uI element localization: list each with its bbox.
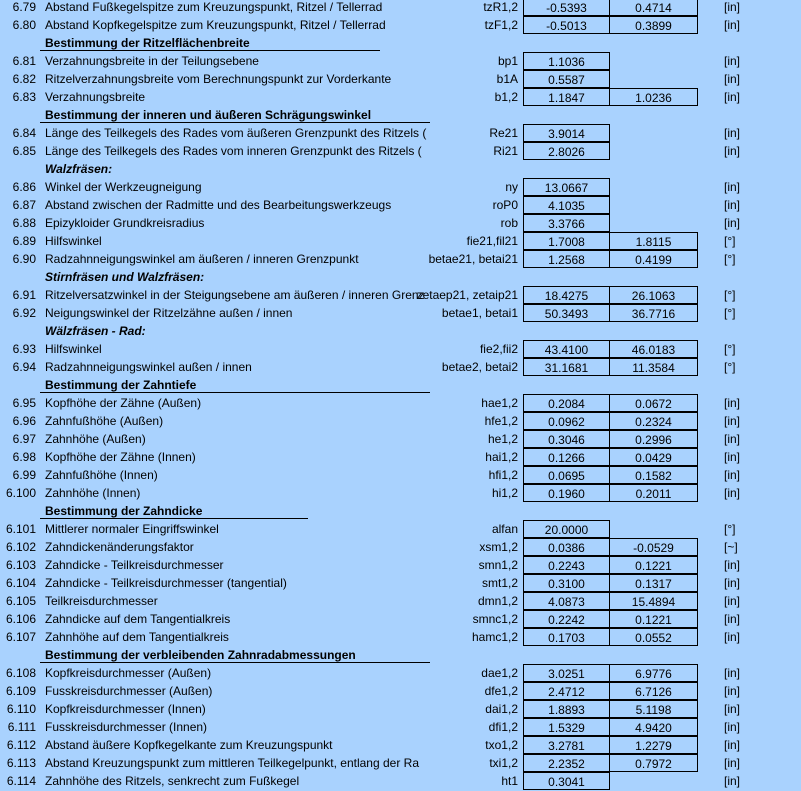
value-cell-2[interactable]: 0.0429 <box>609 448 698 466</box>
row-unit: [°] <box>724 234 736 248</box>
table-row <box>0 412 801 430</box>
row-description: Abstand äußere Kopfkegelkante zum Kreuzungspunkt <box>45 738 333 752</box>
row-number: 6.81 <box>12 54 36 68</box>
value-cell-1[interactable]: 3.0251 <box>523 664 610 682</box>
row-number: 6.114 <box>6 774 36 788</box>
row-unit: [in] <box>724 180 741 194</box>
row-unit: [°] <box>724 360 736 374</box>
row-symbol: smt1,2 <box>481 576 518 590</box>
section-title: Bestimmung der Ritzelflächenbreite <box>45 36 250 50</box>
value-cell-1[interactable]: 3.2781 <box>523 736 610 754</box>
value-cell-2[interactable]: 0.2011 <box>609 484 698 502</box>
row-unit: [in] <box>724 0 741 14</box>
row-unit: [in] <box>724 90 741 104</box>
row-description: Zahnhöhe (Außen) <box>45 432 146 446</box>
row-unit: [in] <box>724 72 741 86</box>
row-number: 6.107 <box>5 630 36 644</box>
row-number: 6.86 <box>12 180 36 194</box>
value-cell-2[interactable]: 1.8115 <box>609 232 698 250</box>
value-cell-2[interactable]: 0.1221 <box>609 610 698 628</box>
section-header <box>0 322 801 340</box>
row-description: Ritzelverzahnungsbreite vom Berechnungspunkt zur Vorderkante <box>45 72 392 86</box>
value-cell-1[interactable]: 0.5587 <box>523 70 610 88</box>
table-row <box>0 610 801 628</box>
table-row <box>0 358 801 376</box>
row-unit: [°] <box>724 288 736 302</box>
row-number: 6.90 <box>12 252 36 266</box>
section-title: Wälzfräsen - Rad: <box>45 324 146 338</box>
value-cell-1[interactable]: 0.2084 <box>523 394 610 412</box>
row-description: Abstand zwischen der Radmitte und des Bearbeitungswerkzeugs <box>45 198 392 212</box>
section-underline <box>40 50 380 51</box>
table-row <box>0 682 801 700</box>
row-description: Verzahnungsbreite <box>45 90 146 104</box>
value-cell-1[interactable]: 2.4712 <box>523 682 610 700</box>
row-description: Ritzelversatzwinkel in der Steigungsebene am äußeren / inneren Grenz <box>45 288 425 302</box>
table-row <box>0 556 801 574</box>
section-header <box>0 106 801 124</box>
value-cell-1[interactable]: 0.0962 <box>523 412 610 430</box>
table-row <box>0 484 801 502</box>
row-symbol: b1,2 <box>494 90 518 104</box>
value-cell-2[interactable]: 15.4894 <box>609 592 698 610</box>
row-unit: [in] <box>724 54 741 68</box>
row-description: Kopfhöhe der Zähne (Außen) <box>45 396 202 410</box>
table-row <box>0 286 801 304</box>
value-cell-2[interactable]: 36.7716 <box>609 304 698 322</box>
row-description: Epizykloider Grundkreisradius <box>45 216 205 230</box>
table-row <box>0 772 801 790</box>
row-unit: [in] <box>724 756 741 770</box>
row-description: Länge des Teilkegels des Rades vom inneren Grenzpunkt des Ritzels ( <box>45 144 422 158</box>
value-cell-2[interactable]: 0.2324 <box>609 412 698 430</box>
value-cell-1[interactable]: 2.2352 <box>523 754 610 772</box>
row-symbol: betae21, betai21 <box>428 252 518 266</box>
row-symbol: betae1, betai1 <box>441 306 518 320</box>
row-symbol: dmn1,2 <box>477 594 518 608</box>
value-cell-1[interactable]: 20.0000 <box>523 520 610 538</box>
section-title: Stirnfräsen und Walzfräsen: <box>45 270 205 284</box>
row-number: 6.112 <box>6 738 36 752</box>
row-unit: [°] <box>724 342 736 356</box>
table-row <box>0 232 801 250</box>
value-cell-2[interactable]: 0.4199 <box>609 250 698 268</box>
row-number: 6.84 <box>12 126 36 140</box>
row-symbol: txo1,2 <box>485 738 518 752</box>
table-row <box>0 466 801 484</box>
row-number: 6.99 <box>12 468 36 482</box>
value-cell-1[interactable]: 13.0667 <box>523 178 610 196</box>
row-number: 6.87 <box>12 198 36 212</box>
table-row <box>0 196 801 214</box>
value-cell-2[interactable]: 0.1317 <box>609 574 698 592</box>
row-symbol: bp1 <box>497 54 518 68</box>
row-number: 6.82 <box>12 72 36 86</box>
row-description: Zahnhöhe auf dem Tangentialkreis <box>45 630 229 644</box>
row-symbol: hai1,2 <box>485 450 518 464</box>
row-number: 6.102 <box>5 540 36 554</box>
row-number: 6.96 <box>12 414 36 428</box>
table-row <box>0 124 801 142</box>
row-description: Teilkreisdurchmesser <box>45 594 158 608</box>
row-number: 6.79 <box>12 0 36 14</box>
row-description: Verzahnungsbreite in der Teilungsebene <box>45 54 259 68</box>
table-row <box>0 70 801 88</box>
row-symbol: dai1,2 <box>485 702 518 716</box>
row-unit: [in] <box>724 774 741 788</box>
row-symbol: smnc1,2 <box>472 612 518 626</box>
row-description: Zahnfußhöhe (Außen) <box>45 414 164 428</box>
table-row <box>0 304 801 322</box>
value-cell-1[interactable]: 1.1847 <box>523 88 610 106</box>
value-cell-1[interactable]: -0.5013 <box>523 16 610 34</box>
row-symbol: hamc1,2 <box>471 630 518 644</box>
row-unit: [in] <box>724 666 741 680</box>
value-cell-2[interactable]: 1.0236 <box>609 88 698 106</box>
row-unit: [in] <box>724 414 741 428</box>
value-cell-2[interactable]: 0.4714 <box>609 0 698 16</box>
row-symbol: he1,2 <box>487 432 518 446</box>
row-symbol: dfe1,2 <box>484 684 518 698</box>
row-unit: [in] <box>724 144 741 158</box>
table-row <box>0 88 801 106</box>
value-cell-1[interactable]: 2.8026 <box>523 142 610 160</box>
value-cell-1[interactable]: 4.1035 <box>523 196 610 214</box>
row-description: Kopfkreisdurchmesser (Außen) <box>45 666 212 680</box>
value-cell-2[interactable]: 46.0183 <box>609 340 698 358</box>
value-cell-1[interactable]: 1.7008 <box>523 232 610 250</box>
value-cell-2[interactable]: 5.1198 <box>609 700 698 718</box>
value-cell-2[interactable]: 6.9776 <box>609 664 698 682</box>
value-cell-1[interactable]: 50.3493 <box>523 304 610 322</box>
value-cell-1[interactable]: 0.0695 <box>523 466 610 484</box>
row-unit: [in] <box>724 576 741 590</box>
row-symbol: hfe1,2 <box>484 414 518 428</box>
row-unit: [in] <box>724 450 741 464</box>
row-description: Mittlerer normaler Eingriffswinkel <box>45 522 219 536</box>
row-number: 6.88 <box>12 216 36 230</box>
row-symbol: zetaep21, zetaip21 <box>416 288 518 302</box>
row-symbol: hfi1,2 <box>488 468 518 482</box>
row-symbol: tzR1,2 <box>483 0 518 14</box>
row-symbol: Ri21 <box>493 144 518 158</box>
value-cell-1[interactable]: 0.0386 <box>523 538 610 556</box>
row-number: 6.103 <box>5 558 36 572</box>
row-number: 6.98 <box>12 450 36 464</box>
value-cell-1[interactable]: 1.1036 <box>523 52 610 70</box>
row-number: 6.100 <box>5 486 36 500</box>
value-cell-2[interactable]: 26.1063 <box>609 286 698 304</box>
row-symbol: fie21,fil21 <box>466 234 518 248</box>
row-unit: [in] <box>724 396 741 410</box>
value-cell-1[interactable]: -0.5393 <box>523 0 610 16</box>
row-unit: [°] <box>724 306 736 320</box>
row-symbol: b1A <box>496 72 518 86</box>
row-description: Abstand Kreuzungspunkt zum mittleren Teilkegelpunkt, entlang der Ra <box>45 756 419 770</box>
row-unit: [°] <box>724 252 736 266</box>
row-description: Radzahnneigungswinkel am äußeren / inneren Grenzpunkt <box>45 252 359 266</box>
row-unit: [in] <box>724 594 741 608</box>
row-symbol: rob <box>500 216 518 230</box>
row-number: 6.104 <box>5 576 36 590</box>
row-number: 6.105 <box>5 594 36 608</box>
value-cell-2[interactable]: -0.0529 <box>609 538 698 556</box>
table-row <box>0 0 801 16</box>
row-unit: [~] <box>724 540 738 554</box>
row-description: Fusskreisdurchmesser (Innen) <box>45 720 208 734</box>
value-cell-2[interactable]: 11.3584 <box>609 358 698 376</box>
table-row <box>0 178 801 196</box>
value-cell-2[interactable]: 6.7126 <box>609 682 698 700</box>
table-row <box>0 430 801 448</box>
table-row <box>0 574 801 592</box>
table-row <box>0 664 801 682</box>
table-row <box>0 538 801 556</box>
row-description: Zahndicke auf dem Tangentialkreis <box>45 612 231 626</box>
value-cell-1[interactable]: 0.1266 <box>523 448 610 466</box>
section-header <box>0 646 801 664</box>
value-cell-2[interactable]: 0.7972 <box>609 754 698 772</box>
table-row <box>0 754 801 772</box>
row-number: 6.95 <box>12 396 36 410</box>
value-cell-1[interactable]: 1.2568 <box>523 250 610 268</box>
value-cell-1[interactable]: 0.3100 <box>523 574 610 592</box>
section-underline <box>40 122 430 123</box>
value-cell-2[interactable]: 0.0672 <box>609 394 698 412</box>
value-cell-1[interactable]: 0.1703 <box>523 628 610 646</box>
value-cell-1[interactable]: 18.4275 <box>523 286 610 304</box>
row-symbol: fie2,fii2 <box>479 342 518 356</box>
row-number: 6.110 <box>6 702 36 716</box>
value-cell-1[interactable]: 4.0873 <box>523 592 610 610</box>
row-number: 6.111 <box>7 720 36 734</box>
row-unit: [in] <box>724 684 741 698</box>
row-description: Länge des Teilkegels des Rades vom äußeren Grenzpunkt des Ritzels ( <box>45 126 427 140</box>
value-cell-2[interactable]: 0.0552 <box>609 628 698 646</box>
value-cell-1[interactable]: 0.3041 <box>523 772 610 790</box>
row-description: Zahndicke - Teilkreisdurchmesser (tangential) <box>45 576 287 590</box>
row-number: 6.92 <box>12 306 36 320</box>
value-cell-1[interactable]: 43.4100 <box>523 340 610 358</box>
section-title: Bestimmung der Zahndicke <box>45 504 203 518</box>
table-row <box>0 628 801 646</box>
row-unit: [in] <box>724 198 741 212</box>
row-unit: [in] <box>724 720 741 734</box>
row-number: 6.91 <box>12 288 36 302</box>
value-cell-1[interactable]: 0.2243 <box>523 556 610 574</box>
row-description: Zahnfußhöhe (Innen) <box>45 468 158 482</box>
row-symbol: txi1,2 <box>489 756 518 770</box>
row-symbol: smn1,2 <box>478 558 518 572</box>
row-symbol: xsm1,2 <box>479 540 518 554</box>
section-underline <box>40 392 430 393</box>
row-description: Kopfhöhe der Zähne (Innen) <box>45 450 196 464</box>
row-description: Zahndickenänderungsfaktor <box>45 540 194 554</box>
row-symbol: roP0 <box>492 198 518 212</box>
row-number: 6.80 <box>12 18 36 32</box>
row-symbol: Re21 <box>489 126 518 140</box>
row-unit: [in] <box>724 630 741 644</box>
value-cell-1[interactable]: 31.1681 <box>523 358 610 376</box>
row-symbol: ny <box>505 180 518 194</box>
row-description: Winkel der Werkzeugneigung <box>45 180 202 194</box>
row-symbol: ht1 <box>501 774 518 788</box>
row-number: 6.97 <box>12 432 36 446</box>
table-row <box>0 214 801 232</box>
row-description: Neigungswinkel der Ritzelzähne außen / innen <box>45 306 293 320</box>
section-underline <box>40 518 308 519</box>
section-header <box>0 376 801 394</box>
section-title: Bestimmung der Zahntiefe <box>45 378 197 392</box>
row-description: Hilfswinkel <box>45 234 102 248</box>
value-cell-2[interactable]: 0.3899 <box>609 16 698 34</box>
section-title: Walzfräsen: <box>45 162 113 176</box>
row-description: Zahnhöhe (Innen) <box>45 486 141 500</box>
row-description: Hilfswinkel <box>45 342 102 356</box>
table-row <box>0 250 801 268</box>
section-underline <box>40 662 430 663</box>
table-row <box>0 520 801 538</box>
value-cell-1[interactable]: 0.3046 <box>523 430 610 448</box>
table-row <box>0 142 801 160</box>
value-cell-1[interactable]: 0.2242 <box>523 610 610 628</box>
section-header <box>0 160 801 178</box>
row-unit: [in] <box>724 486 741 500</box>
row-symbol: dae1,2 <box>481 666 518 680</box>
row-number: 6.83 <box>12 90 36 104</box>
value-cell-1[interactable]: 1.5329 <box>523 718 610 736</box>
row-unit: [in] <box>724 468 741 482</box>
row-unit: [in] <box>724 558 741 572</box>
table-row <box>0 340 801 358</box>
row-unit: [in] <box>724 126 741 140</box>
section-header <box>0 502 801 520</box>
row-description: Zahndicke - Teilkreisdurchmesser <box>45 558 224 572</box>
value-cell-1[interactable]: 3.9014 <box>523 124 610 142</box>
row-description: Kopfkreisdurchmesser (Innen) <box>45 702 206 716</box>
row-number: 6.101 <box>5 522 36 536</box>
row-symbol: alfan <box>491 522 518 536</box>
section-header <box>0 268 801 286</box>
table-row <box>0 592 801 610</box>
row-number: 6.109 <box>5 684 36 698</box>
section-title: Bestimmung der inneren und äußeren Schrägungswinkel <box>45 108 372 122</box>
row-symbol: tzF1,2 <box>484 18 518 32</box>
value-cell-1[interactable]: 3.3766 <box>523 214 610 232</box>
row-unit: [in] <box>724 612 741 626</box>
table-row <box>0 52 801 70</box>
value-cell-1[interactable]: 0.1960 <box>523 484 610 502</box>
row-unit: [in] <box>724 432 741 446</box>
row-symbol: betae2, betai2 <box>441 360 518 374</box>
row-number: 6.108 <box>5 666 36 680</box>
row-unit: [in] <box>724 738 741 752</box>
row-description: Abstand Kopfkegelspitze zum Kreuzungspunkt, Ritzel / Tellerrad <box>45 18 386 32</box>
value-cell-2[interactable]: 0.1221 <box>609 556 698 574</box>
row-number: 6.106 <box>5 612 36 626</box>
row-number: 6.94 <box>12 360 36 374</box>
row-unit: [in] <box>724 18 741 32</box>
table-row <box>0 736 801 754</box>
table-row <box>0 394 801 412</box>
section-header <box>0 34 801 52</box>
table-row <box>0 700 801 718</box>
value-cell-1[interactable]: 1.8893 <box>523 700 610 718</box>
row-unit: [°] <box>724 522 736 536</box>
row-description: Fusskreisdurchmesser (Außen) <box>45 684 213 698</box>
value-cell-2[interactable]: 0.1582 <box>609 466 698 484</box>
section-title: Bestimmung der verbleibenden Zahnradabmessungen <box>45 648 356 662</box>
row-description: Radzahnneigungswinkel außen / innen <box>45 360 252 374</box>
row-description: Zahnhöhe des Ritzels, senkrecht zum Fußkegel <box>45 774 300 788</box>
value-cell-2[interactable]: 1.2279 <box>609 736 698 754</box>
table-row <box>0 448 801 466</box>
value-cell-2[interactable]: 0.2996 <box>609 430 698 448</box>
row-symbol: hae1,2 <box>481 396 518 410</box>
row-description: Abstand Fußkegelspitze zum Kreuzungspunkt, Ritzel / Tellerrad <box>45 0 383 14</box>
row-unit: [in] <box>724 702 741 716</box>
row-number: 6.93 <box>12 342 36 356</box>
row-number: 6.85 <box>12 144 36 158</box>
row-number: 6.89 <box>12 234 36 248</box>
table-row <box>0 718 801 736</box>
row-number: 6.113 <box>6 756 36 770</box>
value-cell-2[interactable]: 4.9420 <box>609 718 698 736</box>
row-symbol: hi1,2 <box>491 486 518 500</box>
row-unit: [in] <box>724 216 741 230</box>
row-symbol: dfi1,2 <box>488 720 518 734</box>
table-row <box>0 16 801 34</box>
